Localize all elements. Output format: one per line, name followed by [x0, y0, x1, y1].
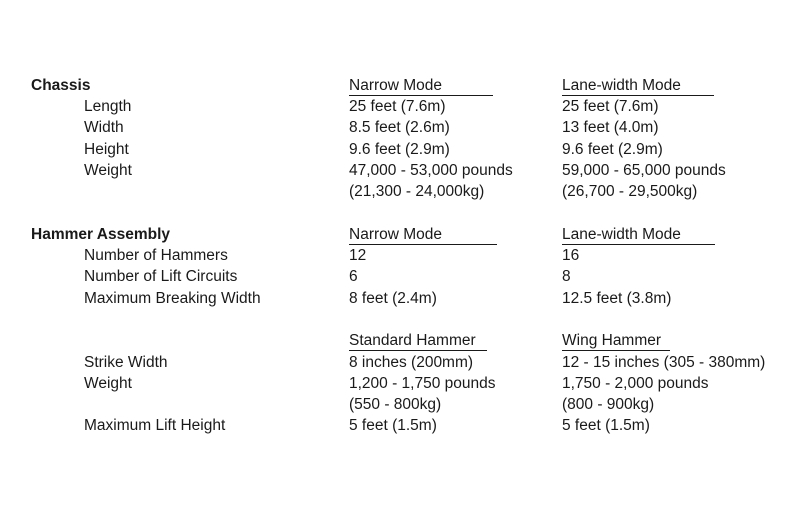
spec-value-lane: 16	[562, 247, 580, 264]
spec-row	[0, 288, 800, 309]
hammer-col-lane	[562, 224, 715, 245]
spec-label: Strike Width	[84, 354, 168, 371]
spec-value-narrow: 47,000 - 53,000 pounds	[349, 162, 513, 179]
hammer-col-wing	[562, 330, 670, 351]
spec-row	[0, 160, 800, 181]
spec-value-lane: 8	[562, 268, 571, 285]
spec-value-wing: 5 feet (1.5m)	[562, 417, 650, 434]
spec-value-wing: 12 - 15 inches (305 - 380mm)	[562, 354, 766, 371]
column-header-narrow-mode: Narrow Mode	[349, 226, 497, 245]
spec-value-lane: 13 feet (4.0m)	[562, 119, 659, 136]
column-header-standard-hammer: Standard Hammer	[349, 332, 487, 351]
spec-label: Number of Hammers	[84, 247, 228, 264]
spec-label: Length	[84, 98, 132, 115]
section-title-chassis: Chassis	[31, 77, 91, 94]
spec-label: Width	[84, 119, 124, 136]
spec-row	[0, 139, 800, 160]
spec-value-standard: 5 feet (1.5m)	[349, 417, 437, 434]
spec-value-narrow: 25 feet (7.6m)	[349, 98, 446, 115]
spec-value-lane: (26,700 - 29,500kg)	[562, 183, 698, 200]
spec-row	[0, 117, 800, 138]
spec-label: Weight	[84, 162, 132, 179]
spec-row	[0, 352, 800, 373]
spec-value-wing: 1,750 - 2,000 pounds	[562, 375, 709, 392]
spec-value-narrow: (21,300 - 24,000kg)	[349, 183, 485, 200]
spec-value-lane: 9.6 feet (2.9m)	[562, 141, 663, 158]
spec-value-lane: 25 feet (7.6m)	[562, 98, 659, 115]
spec-label: Number of Lift Circuits	[84, 268, 238, 285]
spec-value-standard: (550 - 800kg)	[349, 396, 442, 413]
hammer-type-header-row	[0, 330, 800, 351]
column-header-lane-width-mode: Lane-width Mode	[562, 226, 715, 245]
spec-row	[0, 96, 800, 117]
column-header-lane-width-mode: Lane-width Mode	[562, 77, 714, 96]
spec-label: Height	[84, 141, 129, 158]
spec-value-standard: 8 inches (200mm)	[349, 354, 474, 371]
spec-row-continuation	[0, 181, 800, 202]
column-header-narrow-mode: Narrow Mode	[349, 77, 493, 96]
hammer-col-narrow	[349, 224, 497, 245]
spec-value-narrow: 9.6 feet (2.9m)	[349, 141, 450, 158]
spec-value-narrow: 8 feet (2.4m)	[349, 290, 437, 307]
chassis-col-lane	[562, 75, 714, 96]
spec-row	[0, 245, 800, 266]
chassis-header-row	[0, 75, 800, 96]
spec-value-lane: 12.5 feet (3.8m)	[562, 290, 672, 307]
spec-row	[0, 373, 800, 394]
spec-label: Maximum Breaking Width	[84, 290, 261, 307]
column-header-wing-hammer: Wing Hammer	[562, 332, 670, 351]
spec-row	[0, 415, 800, 436]
hammer-header-row	[0, 224, 800, 245]
chassis-col-narrow	[349, 75, 493, 96]
spec-row-continuation	[0, 394, 800, 415]
spec-row	[0, 266, 800, 287]
spec-value-standard: 1,200 - 1,750 pounds	[349, 375, 496, 392]
spec-value-lane: 59,000 - 65,000 pounds	[562, 162, 726, 179]
spec-label: Weight	[84, 375, 132, 392]
spec-value-narrow: 8.5 feet (2.6m)	[349, 119, 450, 136]
spec-value-wing: (800 - 900kg)	[562, 396, 655, 413]
section-title-hammer-assembly: Hammer Assembly	[31, 226, 170, 243]
hammer-col-standard	[349, 330, 487, 351]
spec-value-narrow: 6	[349, 268, 358, 285]
spec-label: Maximum Lift Height	[84, 417, 226, 434]
spec-value-narrow: 12	[349, 247, 367, 264]
